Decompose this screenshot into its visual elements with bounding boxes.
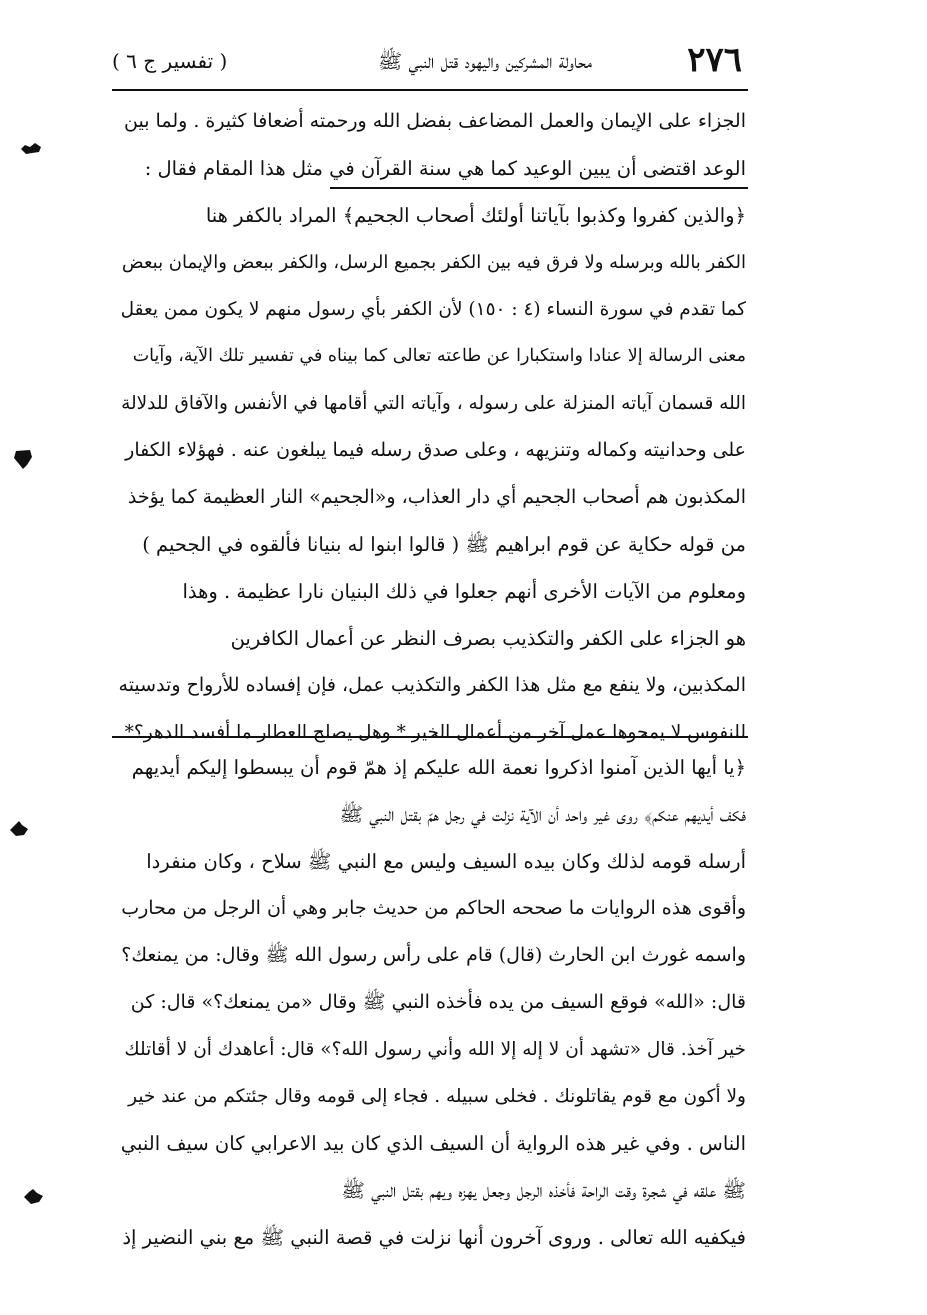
- text-line: فيكفيه الله تعالى . وروى آخرون أنها نزلت في قصة النبي ﷺ مع بني النضير إذ: [122, 1226, 746, 1249]
- text-line: كما تقدم في سورة النساء (٤ : ١٥٠) لأن الكفر بأي رسول منهم لا يكون ممن يعقل: [120, 299, 746, 320]
- text-line: المكذبين، ولا ينفع مع مثل هذا الكفر والتكذيب عمل، فإن إفساده للأرواح وتدسيته: [118, 674, 746, 696]
- text-line: فكف أيديهم عنكم﴾ روى غير واحد أن الآية نزلت في رجل همّ بقتل النبي ﷺ: [339, 803, 746, 826]
- text-line: أرسله قومه لذلك وكان بيده السيف وليس مع النبي ﷺ سلاح ، وكان منفردا: [146, 850, 746, 873]
- paragraph-verse-commentary: [118, 744, 746, 1261]
- binding-mark-icon: [20, 140, 42, 158]
- text-line: معنى الرسالة إلا عنادا واستكبارا عن طاعته تعالى كما بيناه في تفسير تلك الآية، وآيات: [132, 346, 746, 366]
- text-line: ﴿والذين كفروا وكذبوا بآياتنا أولئك أصحاب الجحيم﴾ المراد بالكفر هنا: [205, 204, 746, 227]
- binding-mark-icon: [8, 820, 30, 838]
- text-line: ولا أكون مع قوم يقاتلونك . فخلى سبيله . فجاء إلى قومه وقال جئتكم من عند خير: [128, 1086, 746, 1107]
- running-title: محاولة المشركين واليهود قتل النبي ﷺ: [377, 49, 592, 73]
- text-line: الله قسمان آياته المنزلة على رسوله ، وآياته التي أقامها في الأنفس والآفاق للدلالة: [121, 393, 746, 414]
- running-header: [112, 38, 742, 90]
- binding-mark-icon: [22, 1188, 44, 1206]
- text-line: ﴿يا أيها الذين آمنوا اذكروا نعمة الله عليكم إذ همّ قوم أن يبسطوا إليكم أيديهم: [131, 756, 746, 779]
- page-number: ٢٧٦: [687, 40, 742, 80]
- section-divider: [330, 187, 748, 189]
- text-line: المكذبون هم أصحاب الجحيم أي دار العذاب، و«الجحيم» النار العظيمة كما يؤخذ: [127, 486, 746, 508]
- section-divider: [112, 736, 748, 738]
- text-line: خير آخذ. قال «تشهد أن لا إله إلا الله وأني رسول الله؟» قال: أعاهدك أن لا أقاتلك: [124, 1039, 746, 1060]
- header-rule: [112, 89, 748, 91]
- text-line: الناس . وفي غير هذه الرواية أن السيف الذي كان بيد الاعرابي كان سيف النبي: [120, 1132, 746, 1155]
- paragraph-intro: [118, 98, 746, 192]
- text-line: من قوله حكاية عن قوم ابراهيم ﷺ ( قالوا ابنوا له بنيانا فألقوه في الجحيم ): [142, 533, 746, 556]
- text-line: ومعلوم من الآيات الأخرى أنهم جعلوا في ذلك البنيان نارا عظيمة . وهذا: [182, 580, 746, 603]
- volume-reference: ( تفسير ج ٦ ): [112, 49, 228, 73]
- text-line: الجزاء على الإيمان والعمل المضاعف بفضل الله ورحمته أضعافا كثيرة . ولما بين: [124, 110, 746, 132]
- binding-mark-icon: [12, 448, 34, 466]
- paragraph-verse-commentary: [118, 192, 746, 756]
- text-line: للنفوس لا يمحوها عمل آخر من أعمال الخير * وهل يصلح العطار ما أفسد الدهر؟*: [124, 722, 746, 743]
- text-line: على وحدانيته وكماله وتنزيهه ، وعلى صدق رسله فيما يبلغون عنه . فهؤلاء الكفار: [125, 439, 746, 461]
- text-line: ﷺ علقه في شجرة وقت الراحة فأخذه الرجل وجعل يهزه ويهم بقتل النبي ﷺ: [341, 1179, 746, 1202]
- text-line: وأقوى هذه الروايات ما صححه الحاكم من حديث جابر وهي أن الرجل من محارب: [121, 897, 746, 919]
- text-line: واسمه غورث ابن الحارث (قال) قام على رأس رسول الله ﷺ وقال: من يمنعك؟: [121, 944, 746, 966]
- text-line: الوعد اقتضى أن يبين الوعيد كما هي سنة القرآن في مثل هذا المقام فقال :: [144, 157, 746, 180]
- text-line: الكفر بالله وبرسله ولا فرق فيه بين الكفر بجميع الرسل، والكفر ببعض والإيمان ببعض: [121, 252, 746, 273]
- text-line: قال: «الله» فوقع السيف من يده فأخذه النبي ﷺ وقال «من يمنعك؟» قال: كن: [130, 991, 746, 1013]
- text-line: هو الجزاء على الكفر والتكذيب بصرف النظر عن أعمال الكافرين: [230, 627, 746, 650]
